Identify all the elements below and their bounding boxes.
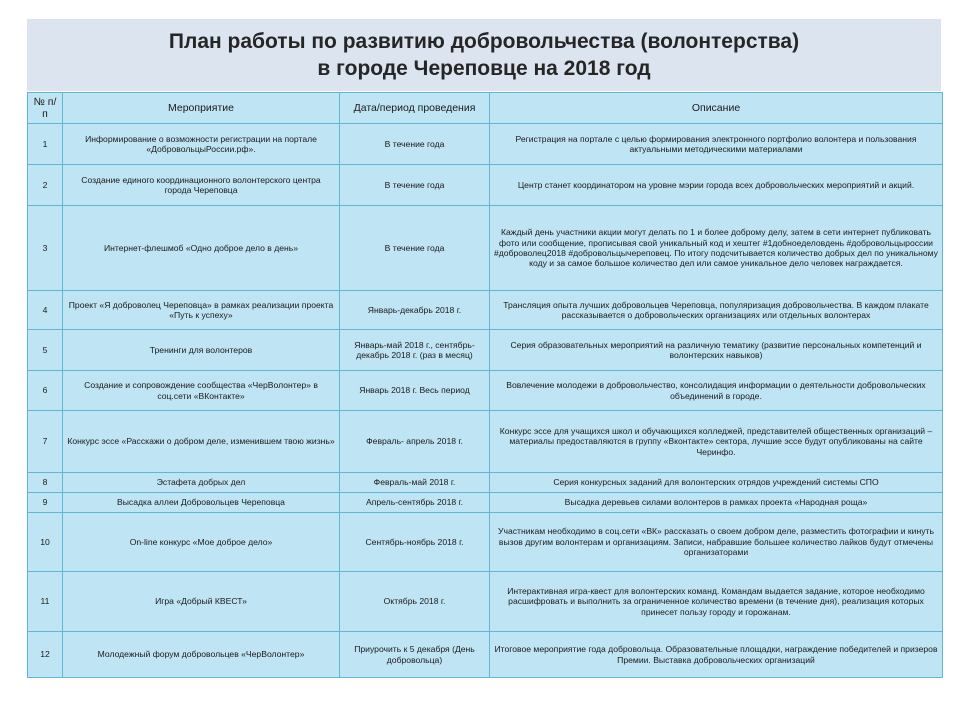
table-row [28, 632, 943, 678]
cell-description: Серия конкурсных заданий для волонтерских отрядов учреждений системы СПО [490, 473, 943, 493]
cell-event: Создание и сопровождение сообщества «ЧерВолонтер» в соц.сети «ВКонтакте» [63, 371, 340, 411]
cell-description: Трансляция опыта лучших добровольцев Череповца, популяризация добровольчества. В каждом плакате рассказывается о добровольческих организациях или отдельных волонтерах [490, 291, 943, 330]
cell-num: 4 [28, 291, 63, 330]
cell-num: 9 [28, 493, 63, 513]
header-event: Мероприятие [63, 93, 340, 124]
table-row [28, 371, 943, 411]
cell-description: Участникам необходимо в соц.сети «ВК» рассказать о своем добром деле, разместить фотографии и кинуть вызов другим волонтерам и организациям. Записи, набравшие большее количество лайков будут отмечены организаторами [490, 513, 943, 572]
cell-event: Высадка аллеи Добровольцев Череповца [63, 493, 340, 513]
cell-date: Сентябрь-ноябрь 2018 г. [340, 513, 490, 572]
cell-num: 12 [28, 632, 63, 678]
table-row [28, 124, 943, 165]
cell-date: Апрель-сентябрь 2018 г. [340, 493, 490, 513]
cell-event: Молодежный форум добровольцев «ЧерВолонтер» [63, 632, 340, 678]
cell-num: 8 [28, 473, 63, 493]
table-row [28, 330, 943, 371]
cell-description: Каждый день участники акции могут делать по 1 и более доброму делу, затем в сети интернет публиковать фото или сообщение, прописывая свой уникальный код и хештег #1добноеделовдень #добровольцыроссии #доброволец2018 #добровольцычереповец. По итогу подсчитывается количество добрых дел по уникальному коду и за самое большое количество дел или самое уникальное дело человек награждается. [490, 206, 943, 291]
cell-num: 3 [28, 206, 63, 291]
cell-date: Февраль- апрель 2018 г. [340, 411, 490, 473]
header-description: Описание [490, 93, 943, 124]
cell-event: On-line конкурс «Мое доброе дело» [63, 513, 340, 572]
table-row [28, 473, 943, 493]
cell-event: Интернет-флешмоб «Одно доброе дело в день» [63, 206, 340, 291]
cell-description: Конкурс эссе для учащихся школ и обучающихся колледжей, представителей общественных организаций – материалы предоставляются в группу «Вконтакте» сектора, лучшие эссе будут опубликованы на сайте Черинфо. [490, 411, 943, 473]
cell-num: 2 [28, 165, 63, 206]
cell-date: Январь-май 2018 г., сентябрь-декабрь 2018 г. (раз в месяц) [340, 330, 490, 371]
cell-event: Проект «Я доброволец Череповца» в рамках реализации проекта «Путь к успеху» [63, 291, 340, 330]
table-row [28, 572, 943, 632]
cell-date: Приурочить к 5 декабря (День добровольца) [340, 632, 490, 678]
table-row [28, 513, 943, 572]
cell-date: В течение года [340, 165, 490, 206]
cell-date: Февраль-май 2018 г. [340, 473, 490, 493]
table-header-row [28, 93, 943, 124]
page-title-line-1: План работы по развитию добровольчества (волонтерства) [168, 30, 800, 53]
cell-description: Интерактивная игра-квест для волонтерских команд. Командам выдается задание, которое необходимо расшифровать и выполнить за ограниченное количество времени (в течение дня), реализация которых принесет пользу городу и горожанам. [490, 572, 943, 632]
table-row [28, 411, 943, 473]
cell-num: 10 [28, 513, 63, 572]
cell-event: Игра «Добрый КВЕСТ» [63, 572, 340, 632]
cell-num: 11 [28, 572, 63, 632]
cell-date: Январь-декабрь 2018 г. [340, 291, 490, 330]
table-row [28, 165, 943, 206]
cell-description: Центр станет координатором на уровне мэрии города всех добровольческих мероприятий и акций. [490, 165, 943, 206]
title-band [27, 19, 941, 91]
header-num: № п/п [28, 93, 63, 124]
cell-date: Октябрь 2018 г. [340, 572, 490, 632]
header-date: Дата/период проведения [340, 93, 490, 124]
cell-date: В течение года [340, 206, 490, 291]
page-title-line-2: в городе Череповце на 2018 год [317, 57, 651, 80]
cell-description: Вовлечение молодежи в добровольчество, консолидация информации о деятельности добровольческих объединений в городе. [490, 371, 943, 411]
table-row [28, 206, 943, 291]
cell-date: Январь 2018 г. Весь период [340, 371, 490, 411]
cell-event: Конкурс эссе «Расскажи о добром деле, изменившем твою жизнь» [63, 411, 340, 473]
cell-event: Эстафета добрых дел [63, 473, 340, 493]
cell-num: 5 [28, 330, 63, 371]
cell-num: 7 [28, 411, 63, 473]
cell-description: Итоговое мероприятие года добровольца. Образовательные площадки, награждение победителей и призеров Премии. Выставка добровольческих организаций [490, 632, 943, 678]
table-row [28, 493, 943, 513]
cell-description: Серия образовательных мероприятий на различную тематику (развитие персональных компетенций и волонтерских навыков) [490, 330, 943, 371]
table-row [28, 291, 943, 330]
cell-num: 6 [28, 371, 63, 411]
cell-description: Регистрация на портале с целью формирования электронного портфолио волонтера и пользования актуальными методическими материалами [490, 124, 943, 165]
cell-num: 1 [28, 124, 63, 165]
cell-event: Создание единого координационного волонтерского центра города Череповца [63, 165, 340, 206]
work-plan-table [27, 92, 943, 678]
cell-date: В течение года [340, 124, 490, 165]
cell-description: Высадка деревьев силами волонтеров в рамках проекта «Народная роща» [490, 493, 943, 513]
cell-event: Информирование о возможности регистрации на портале «ДобровольцыРоссии.рф». [63, 124, 340, 165]
cell-event: Тренинги для волонтеров [63, 330, 340, 371]
